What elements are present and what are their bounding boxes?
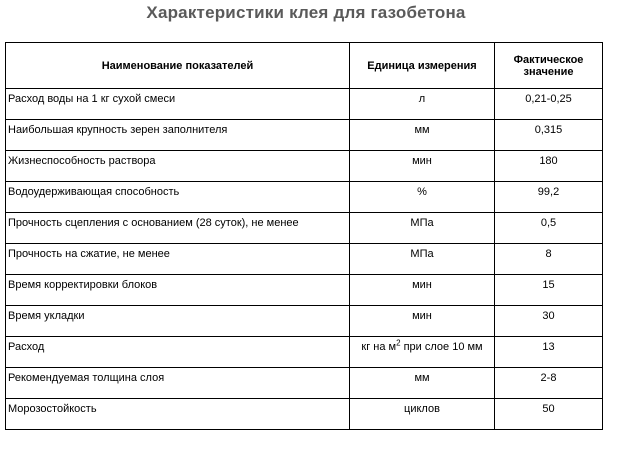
row-name: Время укладки	[6, 306, 350, 337]
header-value	[495, 43, 603, 89]
table-row	[6, 275, 603, 306]
row-unit	[350, 337, 495, 368]
row-unit: МПа	[350, 244, 495, 275]
row-value: 30	[495, 306, 603, 337]
row-value: 180	[495, 151, 603, 182]
row-name: Морозостойкость	[6, 399, 350, 430]
row-name: Прочность на сжатие, не менее	[6, 244, 350, 275]
row-name: Жизнеспособность раствора	[6, 151, 350, 182]
table-row	[6, 213, 603, 244]
row-unit: мм	[350, 368, 495, 399]
row-value: 8	[495, 244, 603, 275]
row-unit: МПа	[350, 213, 495, 244]
row-value: 0,21-0,25	[495, 89, 603, 120]
row-unit: мм	[350, 120, 495, 151]
table-row	[6, 368, 603, 399]
row-value: 15	[495, 275, 603, 306]
unit-prefix: кг на м	[361, 341, 397, 353]
row-value: 99,2	[495, 182, 603, 213]
row-value: 0,315	[495, 120, 603, 151]
row-unit: мин	[350, 275, 495, 306]
table-row	[6, 244, 603, 275]
row-unit: циклов	[350, 399, 495, 430]
table-row	[6, 399, 603, 430]
row-unit: мин	[350, 151, 495, 182]
row-unit: %	[350, 182, 495, 213]
table-row	[6, 89, 603, 120]
row-value: 2-8	[495, 368, 603, 399]
row-name: Расход воды на 1 кг сухой смеси	[6, 89, 350, 120]
row-value: 13	[495, 337, 603, 368]
header-unit: Единица измерения	[350, 43, 495, 89]
table-row	[6, 120, 603, 151]
row-name: Наибольшая крупность зерен заполнителя	[6, 120, 350, 151]
table-header-row	[6, 43, 603, 89]
table-row	[6, 151, 603, 182]
unit-superscript: 2	[396, 338, 401, 348]
row-name: Время корректировки блоков	[6, 275, 350, 306]
header-value-line1: Фактическое	[513, 53, 584, 66]
row-name: Рекомендуемая толщина слоя	[6, 368, 350, 399]
table-row	[6, 182, 603, 213]
table-row	[6, 306, 603, 337]
row-name: Прочность сцепления с основанием (28 суток), не менее	[6, 213, 350, 244]
page-title: Характеристики клея для газобетона	[146, 3, 466, 22]
header-value-line2: значение	[523, 65, 574, 78]
row-unit: мин	[350, 306, 495, 337]
specs-table	[5, 42, 603, 430]
table-row	[6, 337, 603, 368]
row-unit: л	[350, 89, 495, 120]
row-name: Водоудерживающая способность	[6, 182, 350, 213]
row-value: 50	[495, 399, 603, 430]
row-name: Расход	[6, 337, 350, 368]
header-name: Наименование показателей	[6, 43, 350, 89]
unit-suffix: при слое 10 мм	[400, 341, 483, 353]
row-value: 0,5	[495, 213, 603, 244]
